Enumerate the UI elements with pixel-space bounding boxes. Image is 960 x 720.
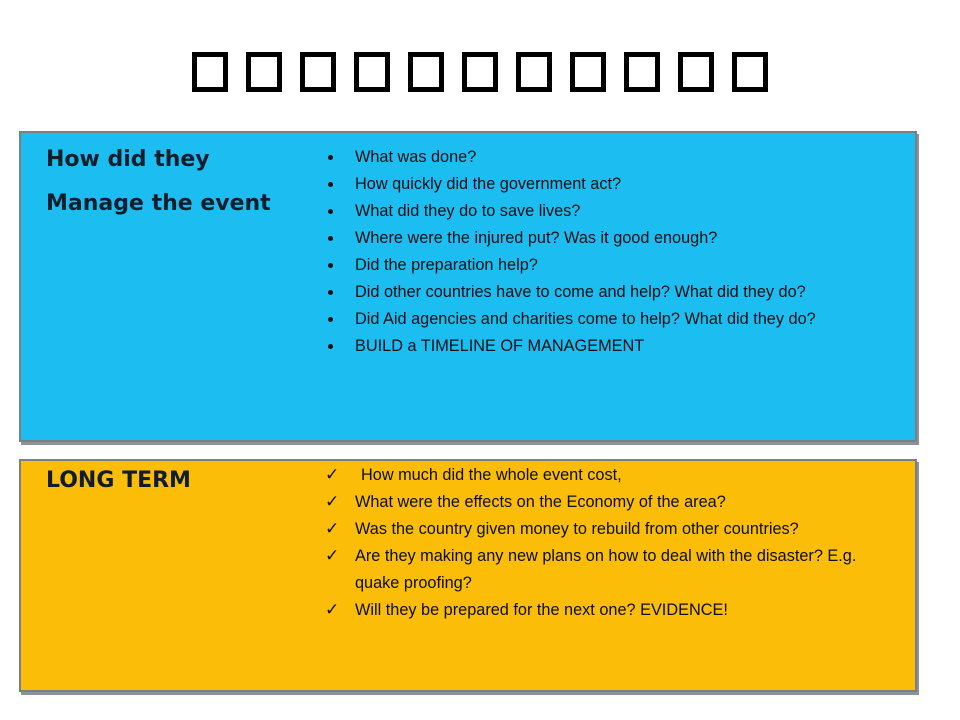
management-question-text: What did they do to save lives? [355,202,581,220]
long-term-panel [19,459,917,692]
long-term-heading: LONG TERM [46,468,191,493]
check-icon: ✓ [325,546,340,566]
management-question [325,144,901,171]
long-term-question-list [325,462,901,624]
management-question [325,333,901,360]
missing-glyph-icon [354,52,390,92]
management-question-list [325,144,901,360]
management-question-text: Did other countries have to come and help? What did they do? [355,283,806,301]
long-term-question [325,516,901,543]
management-question [325,198,901,225]
long-term-question-text: Will they be prepared for the next one? EVIDENCE! [355,601,728,619]
management-question [325,171,901,198]
management-question [325,279,901,306]
management-heading-line-1: How did they [46,147,210,172]
management-question-text: Did the preparation help? [355,256,538,274]
missing-glyph-icon [192,52,228,92]
missing-glyph-icon [678,52,714,92]
missing-glyph-icon [516,52,552,92]
long-term-question-text: Was the country given money to rebuild from other countries? [355,520,799,538]
missing-glyph-icon [408,52,444,92]
management-question [325,252,901,279]
slide-title-missing-glyphs [0,52,960,92]
long-term-question-text: How much did the whole event cost, [361,466,622,484]
management-panel [19,131,917,442]
management-question [325,225,901,252]
check-icon: ✓ [325,600,340,620]
management-question-text: Where were the injured put? Was it good enough? [355,229,718,247]
missing-glyph-icon [732,52,768,92]
long-term-question [325,462,901,489]
long-term-question [325,597,901,624]
missing-glyph-icon [462,52,498,92]
check-icon: ✓ [325,465,340,485]
management-question-text: What was done? [355,148,477,166]
long-term-question-text: Are they making any new plans on how to deal with the disaster? E.g. quake proofing? [355,547,857,592]
long-term-question [325,543,901,597]
check-icon: ✓ [325,492,340,512]
management-question-text: How quickly did the government act? [355,175,622,193]
management-question-text: Did Aid agencies and charities come to help? What did they do? [355,310,816,328]
management-question-text: BUILD a TIMELINE OF MANAGEMENT [355,337,645,355]
missing-glyph-icon [570,52,606,92]
management-heading-line-2: Manage the event [46,191,271,216]
check-icon: ✓ [325,519,340,539]
management-question [325,306,901,333]
long-term-question-text: What were the effects on the Economy of the area? [355,493,726,511]
missing-glyph-icon [624,52,660,92]
long-term-question [325,489,901,516]
missing-glyph-icon [300,52,336,92]
missing-glyph-icon [246,52,282,92]
